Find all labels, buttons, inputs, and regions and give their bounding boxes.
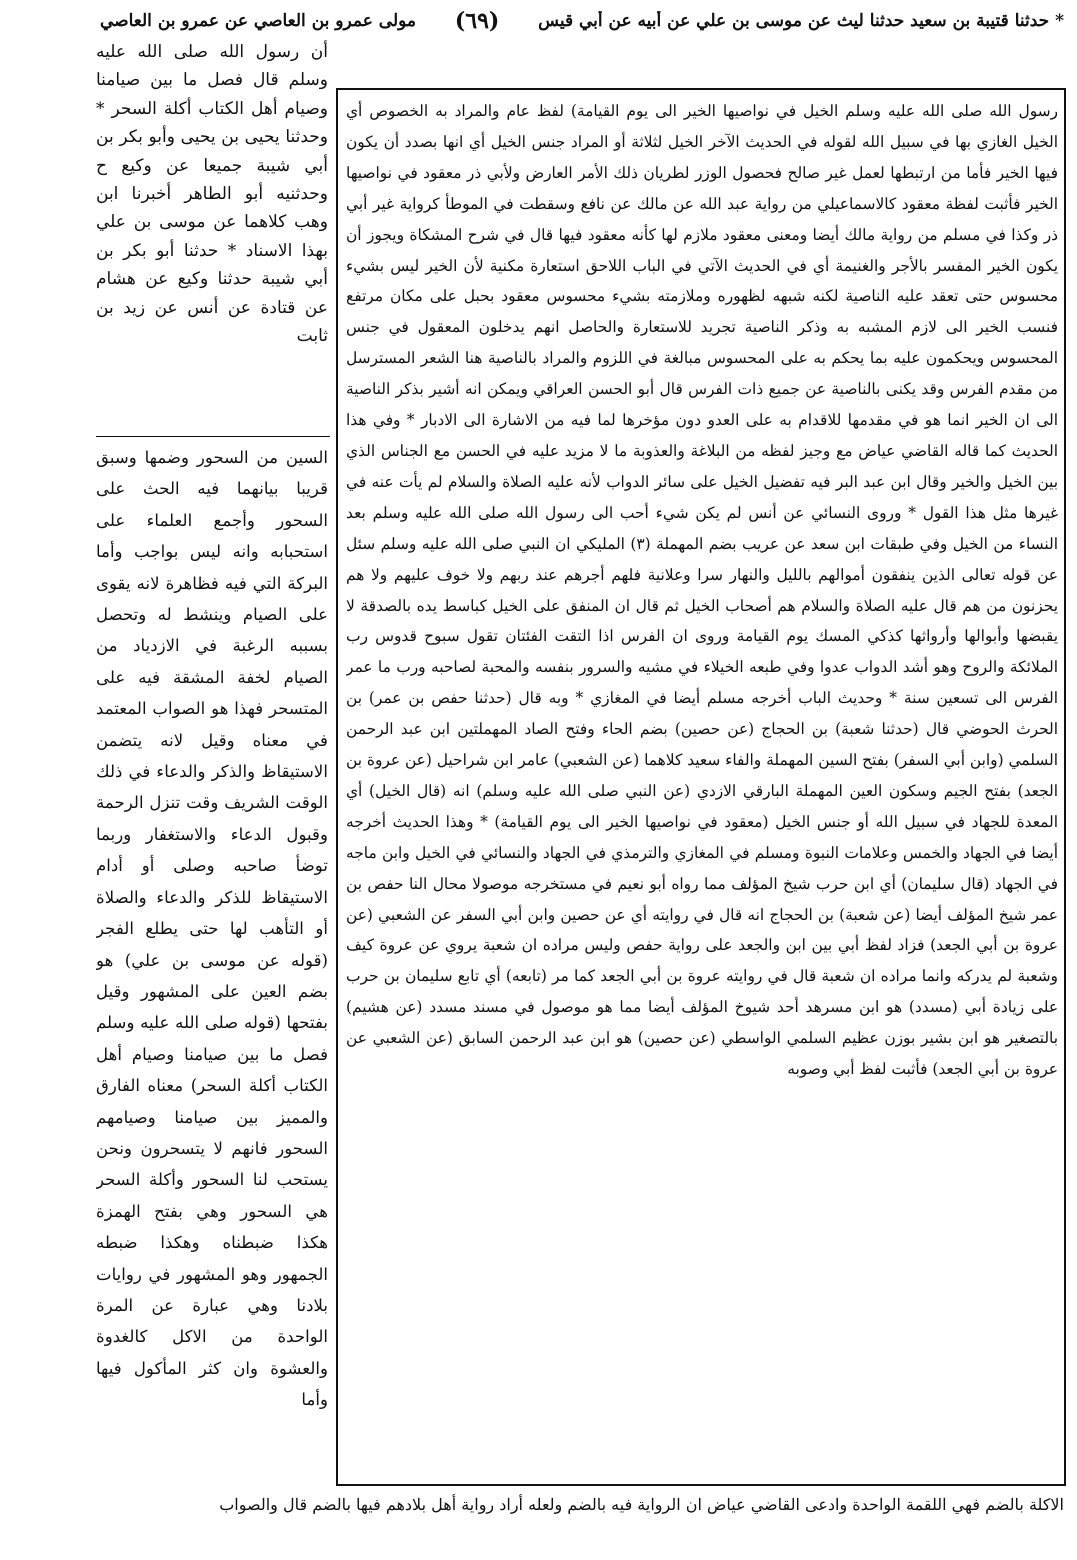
page-header bbox=[100, 6, 1064, 36]
header-hadith-chain-end: مولى عمرو بن العاصي عن عمرو بن العاصي bbox=[100, 11, 417, 31]
page-number: (٦٩) bbox=[454, 8, 500, 34]
nawawi-commentary-column bbox=[96, 442, 328, 1488]
side-commentary-text: السين من السحور وضمها وسبق قريبا بيانهما فيه الحث على السحور وأجمع العلماء على استحبابه وانه ليس بواجب وأما البركة التي فيه فظاهرة لانه يقوى على الصيام وينشط له وتحصل بسببه الرغبة في الازدياد من الصيام لخفة المشقة فيه على المتسحر فهذا هو الصواب المعتمد في معناه وقيل لانه يتضمن الاستيقاظ والذكر والدعاء في ذلك الوقت الشريف وقت تنزل الرحمة وقبول الدعاء والاستغفار وربما توضأ صاحبه وصلى أو أدام الاستيقاظ للذكر والدعاء والصلاة أو التأهب لها حتى يطلع الفجر (قوله عن موسى بن علي) هو بضم العين على المشهور وقيل بفتحها (قوله صلى الله عليه وسلم فصل ما بين صيامنا وصيام أهل الكتاب أكلة السحر) معناه الفارق والمميز بين صيامنا وصيامهم السحور فانهم لا يتسحرون ونحن يستحب لنا السحور وأكلة السحر هي السحور وهي بفتح الهمزة هكذا ضبطناه وهكذا ضبطه الجمهور وهو المشهور في روايات بلادنا وهي عبارة عن المرة الواحدة من الاكل كالغدوة والعشوة وان كثر المأكول فيها وأما bbox=[96, 448, 328, 1410]
column-divider bbox=[96, 436, 330, 437]
matn-text: أن رسول الله صلى الله عليه وسلم قال فصل ما بين صيامنا وصيام أهل الكتاب أكلة السحر * وحدثنا يحيى بن يحيى وأبو بكر بن أبي شيبة جميعا عن وكيع ح وحدثنيه أبو الطاهر أخبرنا ابن وهب كلاهما عن موسى بن علي بهذا الاسناد * حدثنا أبو بكر بن أبي شيبة حدثنا وكيع عن هشام عن قتادة عن أنس عن زيد بن ثابت bbox=[96, 42, 328, 347]
header-hadith-chain: * حدثنا قتيبة بن سعيد حدثنا ليث عن موسى بن علي عن أبيه عن أبي قيس bbox=[538, 11, 1064, 31]
matn-hadith-column bbox=[96, 38, 328, 434]
page-footer bbox=[100, 1490, 1064, 1550]
main-commentary-text: رسول الله صلى الله عليه وسلم الخيل في نواصيها الخير الى يوم القيامة) لفظ عام والمراد به الخصوص أي الخيل الغازي بها في سبيل الله لقوله في الحديث الآخر الخيل لثلاثة أو المراد جنس الخيل أي انها بصدد أن يكون فيها الخير فأما من ارتبطها لعمل غير صالح فحصول الوزر لطريان ذلك الأمر العارض ولأبي ذر معقود في نواصيها الخير فأثبت لفظة معقود كالاسماعيلي من رواية عبد الله عن مالك عن نافع وسقطت في الموطأ كرواية غير أبي ذر وكذا في مسلم من رواية مالك أيضا ومعنى معقود ملازم لها كأنه معقود فيها قال في شرح المشكاة ويجوز أن يكون الخير المفسر بالأجر والغنيمة أي في الحديث الآتي في الباب اللاحق استعارة مكنية لأن الخير ليس بشيء محسوس حتى تعقد عليه الناصية لكنه شبهه لظهوره وملازمته بشيء محسوس معقود بحبل على مكان مرتفع فنسب الخير الى لازم المشبه به وذكر الناصية تجريد للاستعارة والحاصل انهم يدخلون المعقول في جنس المحسوس ويحكمون عليه بما يحكم به على المحسوس مبالغة في اللزوم والمراد بالناصية هنا الشعر المسترسل من مقدم الفرس وقد يكنى بالناصية عن جميع ذات الفرس قال أبو الحسن العراقي ويمكن انه أشير بذكر الناصية الى ان الخير انما هو في مقدمها للاقدام به على العدو دون مؤخرها لما فيه من الاشارة الى الادبار * وفي هذا الحديث كما قاله القاضي عياض مع وجيز لفظه من البلاغة والعذوبة ما لا مزيد عليه في الحسن مع الجناس الذي بين الخيل والخير وقال ابن عبد البر فيه تفضيل الخيل على سائر الدواب لأنه عليه الصلاة والسلام لم يأت عنه في غيرها مثل هذا القول * وروى النسائي عن أنس لم يكن شيء أحب الى رسول الله صلى الله عليه وسلم بعد النساء من الخيل وفي طبقات ابن سعد عن عريب بضم المهملة (٣) المليكي ان النبي صلى الله عليه وسلم سئل عن قوله تعالى الذين ينفقون أموالهم بالليل والنهار سرا وعلانية فلهم أجرهم عند ربهم ولا خوف عليهم ولا هم يحزنون من هم قال عليه الصلاة والسلام هم أصحاب الخيل ثم قال ان المنفق على الخيل كباسط يده بالصدقة لا يقبضها وأبوالها وأرواثها كذكي المسك يوم القيامة وروى ان الفرس اذا التقت الفئتان تقول سبوح قدوس رب الملائكة والروح وهو أشد الدواب عدوا وفي طبعه الخيلاء في مشيه والسرور بنفسه والمحبة لصاحبه ورب ما عمر الفرس الى تسعين سنة * وحديث الباب أخرجه مسلم أيضا في المغازي * وبه قال (حدثنا حفص بن عمر) بن الحرث الحوضي قال (حدثنا شعبة) بن الحجاج (عن حصين) بضم الحاء وفتح الصاد المهملتين ابن عبد الرحمن السلمي (وابن أبي السفر) بفتح السين المهملة والفاء سعيد كلاهما (عن الشعبي) عامر ابن شراحيل (عن عروة بن الجعد) بفتح الجيم وسكون العين المهملة البارقي الازدي (عن النبي صلى الله عليه وسلم) انه (قال الخيل) أي المعدة للجهاد في سبيل الله أو جنس الخيل (معقود في نواصيها الخير الى يوم القيامة) * وهذا الحديث أخرجه أيضا في الجهاد والخمس وعلامات النبوة ومسلم في المغازي والترمذي في الجهاد والنسائي في الخيل وابن ماجه في الجهاد (قال سليمان) أي ابن حرب شيخ المؤلف مما رواه أبو نعيم في مستخرجه موصولا محال النا حفص بن عمر شيخ المؤلف أيضا (عن شعبة) بن الحجاج انه قال في روايته أي عن حصين وابن أبي السفر عن الشعبي (عن عروة بن أبي الجعد) فزاد لفظ أبي بين ابن والجعد على رواية حفص وليس مراده ان شعبة يروي عن عروة كيف وشعبة لم يدركه وانما مراده ان شعبة قال في روايته عروة بن أبي الجعد كما مر (تابعه) أي تابع سليمان بن حرب على زيادة أبي (مسدد) هو ابن مسرهد أحد شيوخ المؤلف أيضا مما هو موصول في مسند مسدد (عن هشيم) بالتصغير هو ابن بشير بوزن عظيم السلمي الواسطي (عن حصين) هو ابن عبد الرحمن السابق (عن الشعبي عن عروة بن أبي الجعد) فأثبت لفظ أبي وصوبه bbox=[346, 102, 1058, 1079]
footer-text: الاكلة بالضم فهي اللقمة الواحدة وادعى القاضي عياض ان الرواية فيه بالضم ولعله أراد رواية أهل بلادهم فيها بالضم قال والصواب bbox=[219, 1495, 1064, 1514]
main-commentary-column bbox=[346, 96, 1058, 1480]
